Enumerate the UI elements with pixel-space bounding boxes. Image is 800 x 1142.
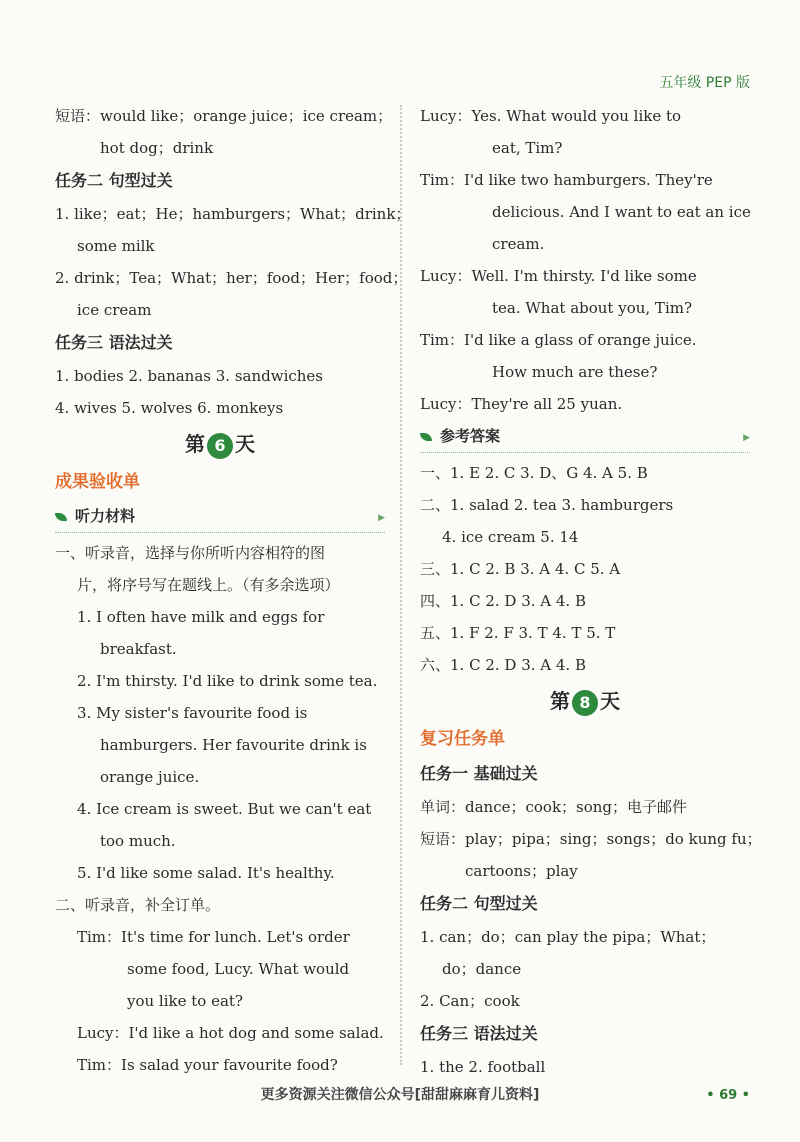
answer-line: 1. the 2. football bbox=[420, 1058, 546, 1076]
dialogue-line: How much are these? bbox=[492, 363, 658, 381]
answer-line: 四、1. C 2. D 3. A 4. B bbox=[420, 592, 586, 610]
answer-line: 1. like；eat；He；hamburgers；What；drink； bbox=[55, 205, 411, 223]
dialogue-line: Tim：Is salad your favourite food? bbox=[77, 1056, 338, 1074]
day-suffix: 天 bbox=[235, 432, 255, 456]
words-line: 单词：dance；cook；song；电子邮件 bbox=[420, 798, 688, 816]
sentence-line: 4. Ice cream is sweet. But we can't eat bbox=[77, 800, 372, 818]
arrow-icon: ▶ bbox=[378, 513, 385, 523]
dialogue-line: you like to eat? bbox=[127, 992, 243, 1010]
answer-line: ice cream bbox=[77, 301, 152, 319]
sentence-line: too much. bbox=[100, 832, 176, 850]
answer-line: 五、1. F 2. F 3. T 4. T 5. T bbox=[420, 624, 616, 642]
phrases-line-cont: hot dog；drink bbox=[100, 139, 214, 157]
dialogue-line: tea. What about you, Tim? bbox=[492, 299, 693, 317]
sentence-line: hamburgers. Her favourite drink is bbox=[100, 736, 367, 754]
day-number-badge: 6 bbox=[207, 433, 233, 459]
dialogue-line: Tim：It's time for lunch. Let's order bbox=[77, 928, 350, 946]
results-title: 成果验收单 bbox=[55, 472, 140, 492]
listening-section-header bbox=[55, 500, 385, 533]
answer-line: do；dance bbox=[442, 960, 522, 978]
sentence-line: 3. My sister's favourite food is bbox=[77, 704, 308, 722]
phrases-line: 短语：play；pipa；sing；songs；do kung fu； bbox=[420, 830, 762, 848]
day-8-title bbox=[420, 681, 750, 721]
column-divider bbox=[400, 105, 402, 1065]
sentence-line: breakfast. bbox=[100, 640, 177, 658]
task2-heading: 任务二 句型过关 bbox=[420, 894, 538, 913]
arrow-icon: ▶ bbox=[743, 433, 750, 443]
dialogue-line: delicious. And I want to eat an ice bbox=[492, 203, 751, 221]
question-line: 一、听录音，选择与你所听内容相符的图 bbox=[55, 544, 326, 562]
task1-heading: 任务一 基础过关 bbox=[420, 764, 538, 783]
answer-line: 1. can；do；can play the pipa；What； bbox=[420, 928, 716, 946]
question-line: 二、听录音，补全订单。 bbox=[55, 896, 221, 914]
page-number: • 69 • bbox=[706, 1088, 750, 1103]
answer-line: 4. ice cream 5. 14 bbox=[442, 528, 579, 546]
footer-note: 更多资源关注微信公众号[甜甜麻麻育儿资料] bbox=[260, 1087, 540, 1103]
review-title: 复习任务单 bbox=[420, 729, 505, 749]
dialogue-line: Tim：I'd like a glass of orange juice. bbox=[420, 331, 697, 349]
day-6-title bbox=[55, 424, 385, 464]
phrases-line: 短语：would like；orange juice；ice cream； bbox=[55, 107, 393, 125]
right-column bbox=[420, 100, 762, 1083]
answer-line: 2. Can；cook bbox=[420, 992, 520, 1010]
leaf-icon bbox=[420, 433, 432, 441]
sentence-line: 2. I'm thirsty. I'd like to drink some tea. bbox=[77, 672, 378, 690]
dialogue-line: cream. bbox=[492, 235, 545, 253]
answer-line: 二、1. salad 2. tea 3. hamburgers bbox=[420, 496, 674, 514]
task3-heading: 任务三 语法过关 bbox=[420, 1024, 538, 1043]
dialogue-line: Lucy：I'd like a hot dog and some salad. bbox=[77, 1024, 384, 1042]
sentence-line: orange juice. bbox=[100, 768, 200, 786]
answers-title: 参考答案 bbox=[440, 427, 501, 445]
phrases-line-cont: cartoons；play bbox=[465, 862, 578, 880]
left-column bbox=[55, 100, 411, 1081]
sentence-line: 5. I'd like some salad. It's healthy. bbox=[77, 864, 335, 882]
answer-line: 一、1. E 2. C 3. D、G 4. A 5. B bbox=[420, 464, 648, 482]
day-suffix: 天 bbox=[600, 689, 620, 713]
task3-heading: 任务三 语法过关 bbox=[55, 333, 173, 352]
day-number-badge: 8 bbox=[572, 690, 598, 716]
day-prefix: 第 bbox=[185, 432, 205, 456]
answer-line: 2. drink；Tea；What；her；food；Her；food； bbox=[55, 269, 408, 287]
dialogue-line: some food, Lucy. What would bbox=[127, 960, 350, 978]
task2-heading: 任务二 句型过关 bbox=[55, 171, 173, 190]
dialogue-line: Lucy：They're all 25 yuan. bbox=[420, 395, 623, 413]
dialogue-line: Lucy：Well. I'm thirsty. I'd like some bbox=[420, 267, 697, 285]
answers-section-header bbox=[420, 420, 750, 453]
grade-label: 五年级 PEP 版 bbox=[659, 75, 750, 91]
answer-line: 1. bodies 2. bananas 3. sandwiches bbox=[55, 367, 324, 385]
dialogue-line: eat, Tim? bbox=[492, 139, 563, 157]
sentence-line: 1. I often have milk and eggs for bbox=[77, 608, 325, 626]
answer-line: 4. wives 5. wolves 6. monkeys bbox=[55, 399, 284, 417]
listening-title: 听力材料 bbox=[75, 507, 136, 525]
answer-line: 六、1. C 2. D 3. A 4. B bbox=[420, 656, 586, 674]
answer-line: 三、1. C 2. B 3. A 4. C 5. A bbox=[420, 560, 621, 578]
question-line: 片，将序号写在题线上。（有多余选项） bbox=[77, 576, 340, 594]
answer-line: some milk bbox=[77, 237, 155, 255]
dialogue-line: Lucy：Yes. What would you like to bbox=[420, 107, 682, 125]
day-prefix: 第 bbox=[550, 689, 570, 713]
dialogue-line: Tim：I'd like two hamburgers. They're bbox=[420, 171, 713, 189]
leaf-icon bbox=[55, 513, 67, 521]
